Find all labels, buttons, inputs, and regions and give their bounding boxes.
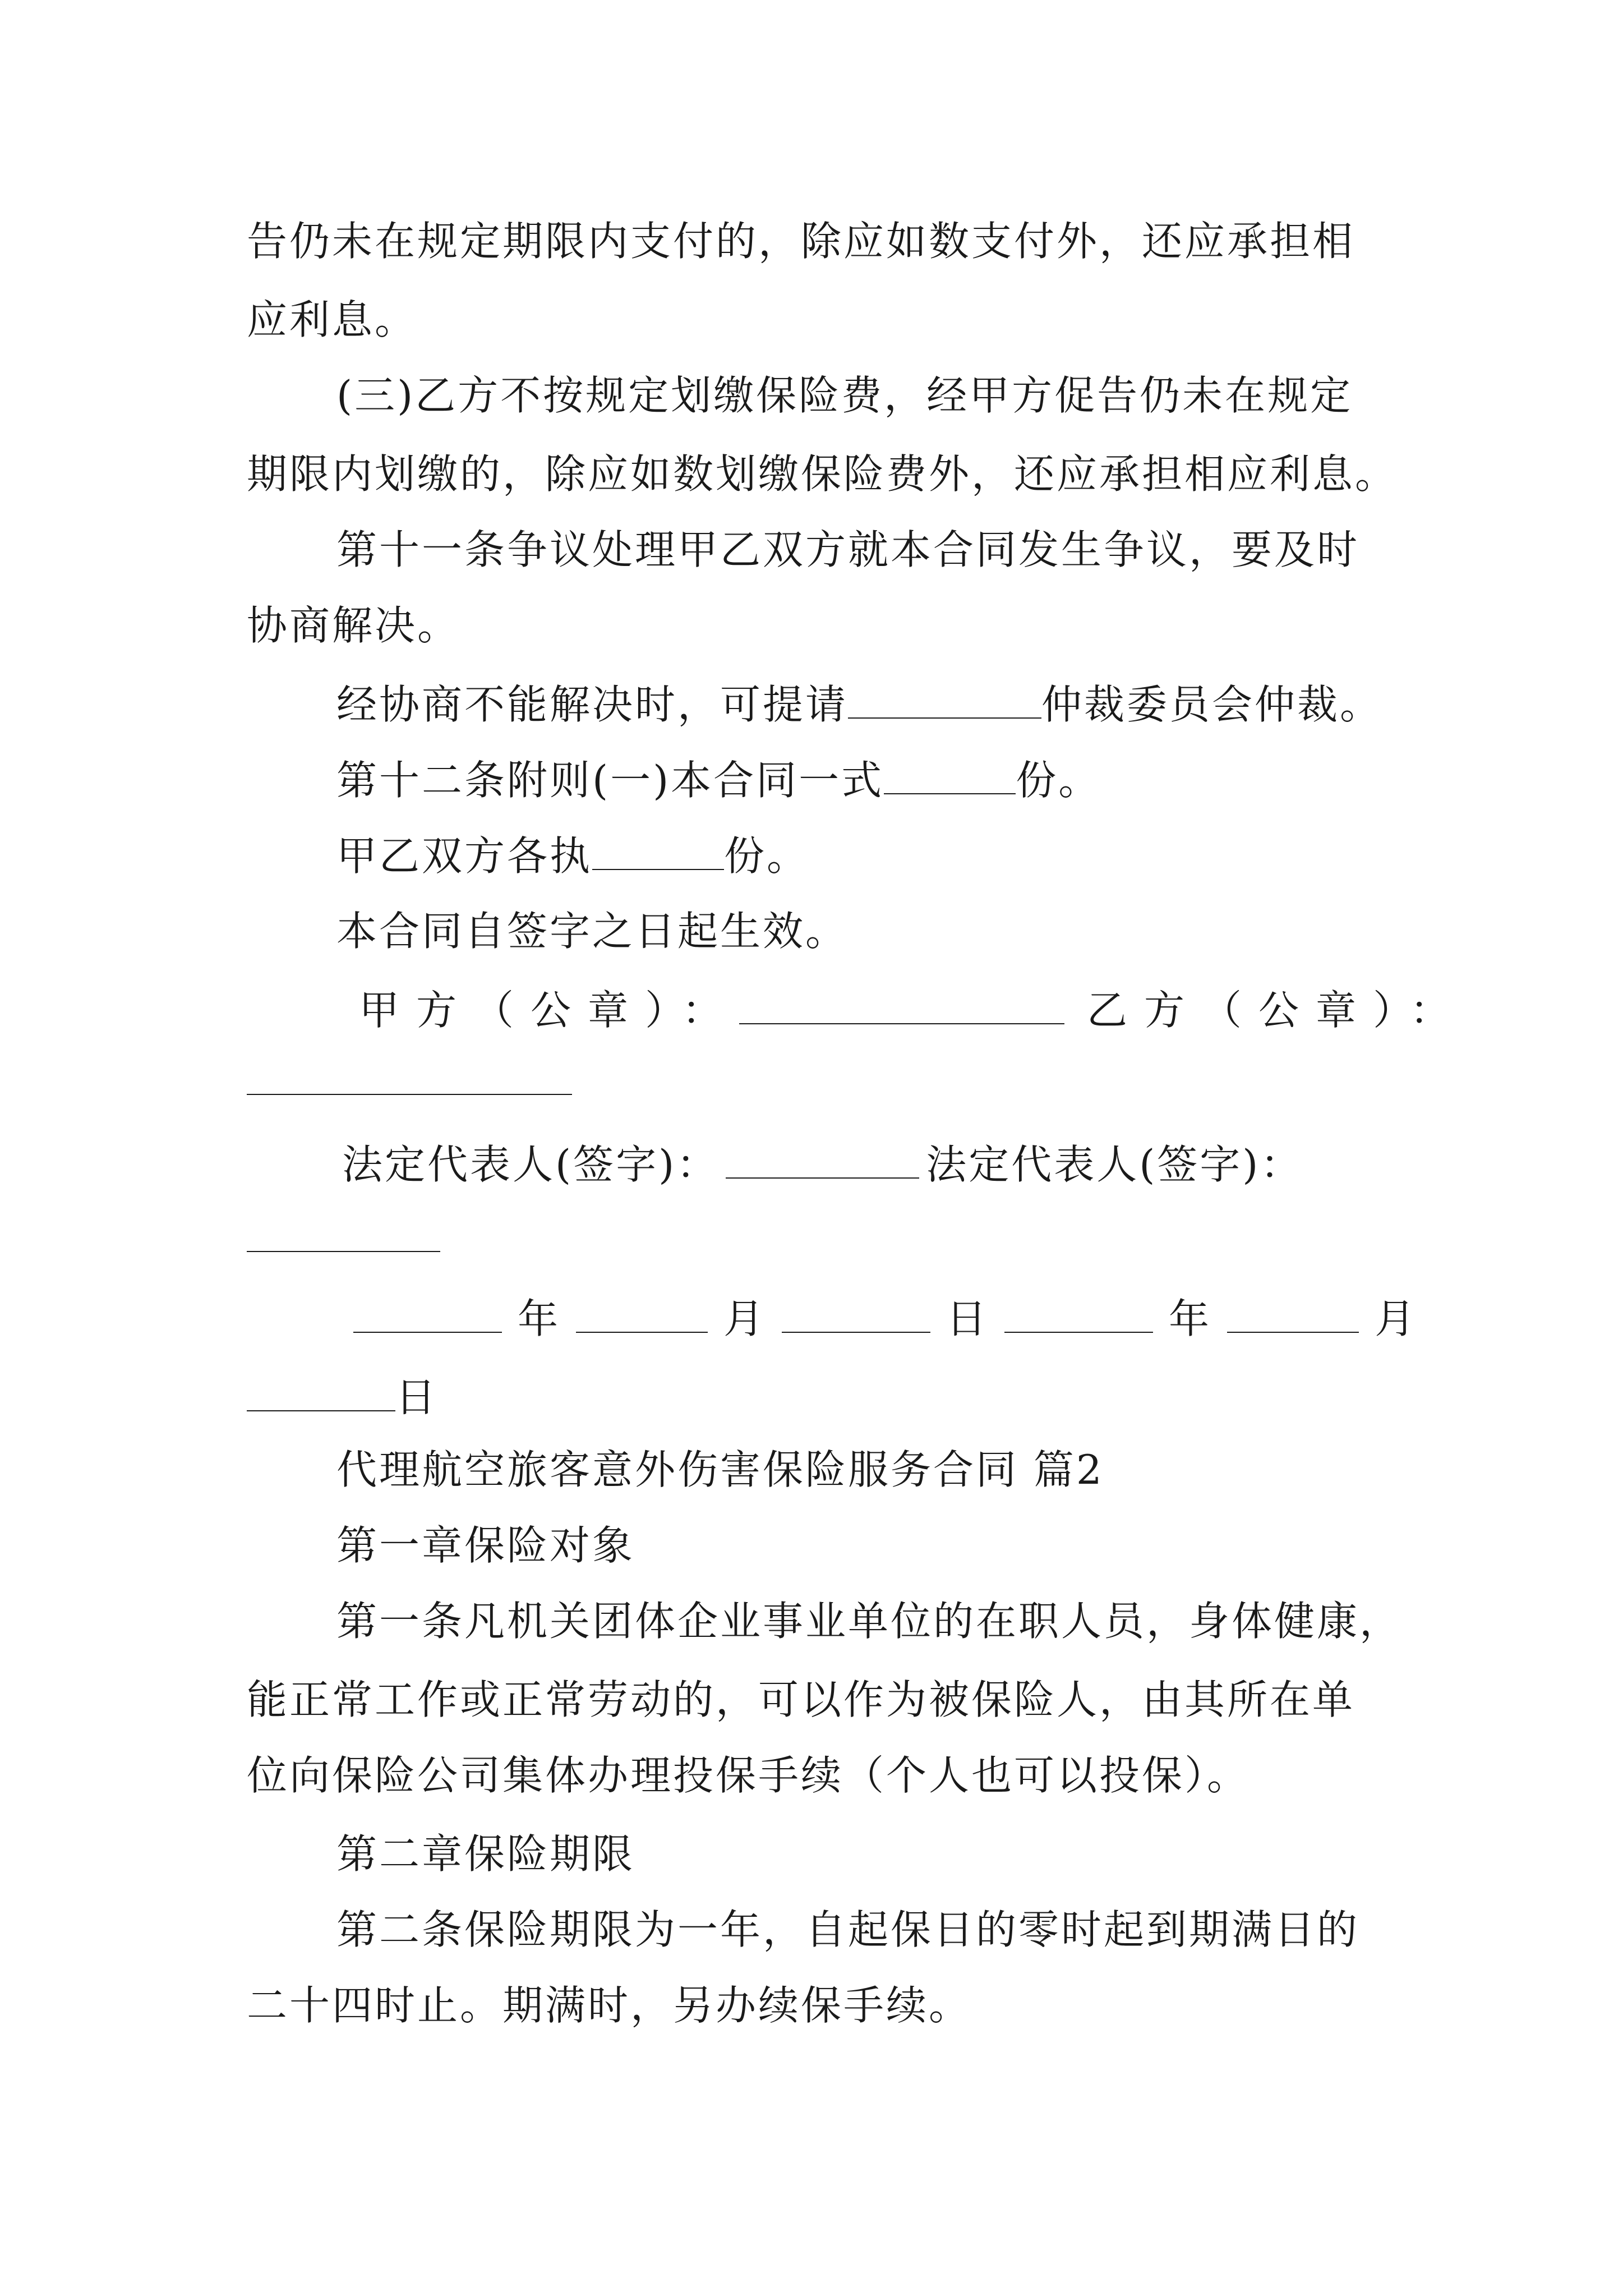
date-line-continued [247,1374,438,1419]
arbitration-commission-blank [848,682,1041,719]
party-a-year-blank [353,1296,502,1333]
party-b-seal-blank [247,1094,572,1095]
day-label: 日 [395,1374,439,1421]
paragraph-line: 位向保险公司集体办理投保手续（个人也可以投保）。 [247,1752,1250,1799]
paragraph-line: 协商解决。 [247,602,460,649]
party-b-year-blank [1004,1296,1153,1333]
party-a-representative-blank [726,1142,919,1179]
party-a-seal-label: 甲方（公章）： [359,987,740,1034]
paragraph-line: 能正常工作或正常劳动的，可以作为被保险人，由其所在单 [247,1676,1355,1723]
article-11-line: 第十一条争议处理甲乙双方就本合同发生争议，要及时 [336,526,1360,573]
chapter-2-heading: 第二章保险期限 [336,1830,635,1878]
party-a-seal-blank [739,987,1064,1024]
party-a-month-blank [576,1296,708,1333]
seal-line [359,987,1467,1032]
paragraph-line: 告仍未在规定期限内支付的，除应如数支付外，还应承担相 [247,218,1355,265]
each-holds-line [336,833,809,878]
paragraph-line: 二十四时止。期满时，另办续保手续。 [247,1982,972,2029]
effective-line: 本合同自签字之日起生效。 [336,908,849,955]
each-holds-text-before: 甲乙双方各执 [336,832,593,880]
chapter-1-heading: 第一章保险对象 [336,1522,635,1569]
copies-text-after: 份。 [1016,757,1101,804]
paragraph-line: 第一条凡机关团体企业事业单位的在职人员，身体健康， [336,1598,1403,1645]
paragraph-line: 期限内划缴的，除应如数划缴保险费外，还应承担相应利息。 [247,450,1398,498]
party-a-representative-label: 法定代表人(签字)： [342,1141,720,1188]
party-b-representative-blank [247,1251,440,1252]
date-line [353,1296,1433,1341]
copies-line [336,757,1101,802]
arbitration-text-after: 仲裁委员会仲裁。 [1041,681,1383,728]
day-label: 日 [946,1295,989,1342]
representative-line [342,1142,1303,1186]
each-holds-count-blank [592,833,724,870]
copies-text-before: 第十二条附则(一)本合同一式 [336,757,884,804]
month-label: 月 [723,1295,767,1342]
section-2-title: 代理航空旅客意外伤害保险服务合同 篇2 [336,1446,1104,1493]
arbitration-line [336,682,1382,726]
party-a-day-blank [782,1296,930,1333]
copies-count-blank [884,757,1016,794]
party-b-representative-label: 法定代表人(签字)： [926,1141,1303,1188]
each-holds-text-after: 份。 [724,832,810,880]
party-b-month-blank [1227,1296,1359,1333]
month-label: 月 [1375,1295,1418,1342]
paragraph-line: 第二条保险期限为一年，自起保日的零时起到期满日的 [336,1906,1360,1953]
party-b-seal-label: 乙方（公章）： [1087,987,1468,1034]
paragraph-line: (三)乙方不按规定划缴保险费，经甲方促告仍未在规定 [336,372,1353,419]
arbitration-text-before: 经协商不能解决时，可提请 [336,681,849,728]
party-b-day-blank [247,1374,395,1411]
year-label: 年 [518,1295,561,1342]
paragraph-line: 应利息。 [247,296,418,343]
year-label: 年 [1169,1295,1212,1342]
